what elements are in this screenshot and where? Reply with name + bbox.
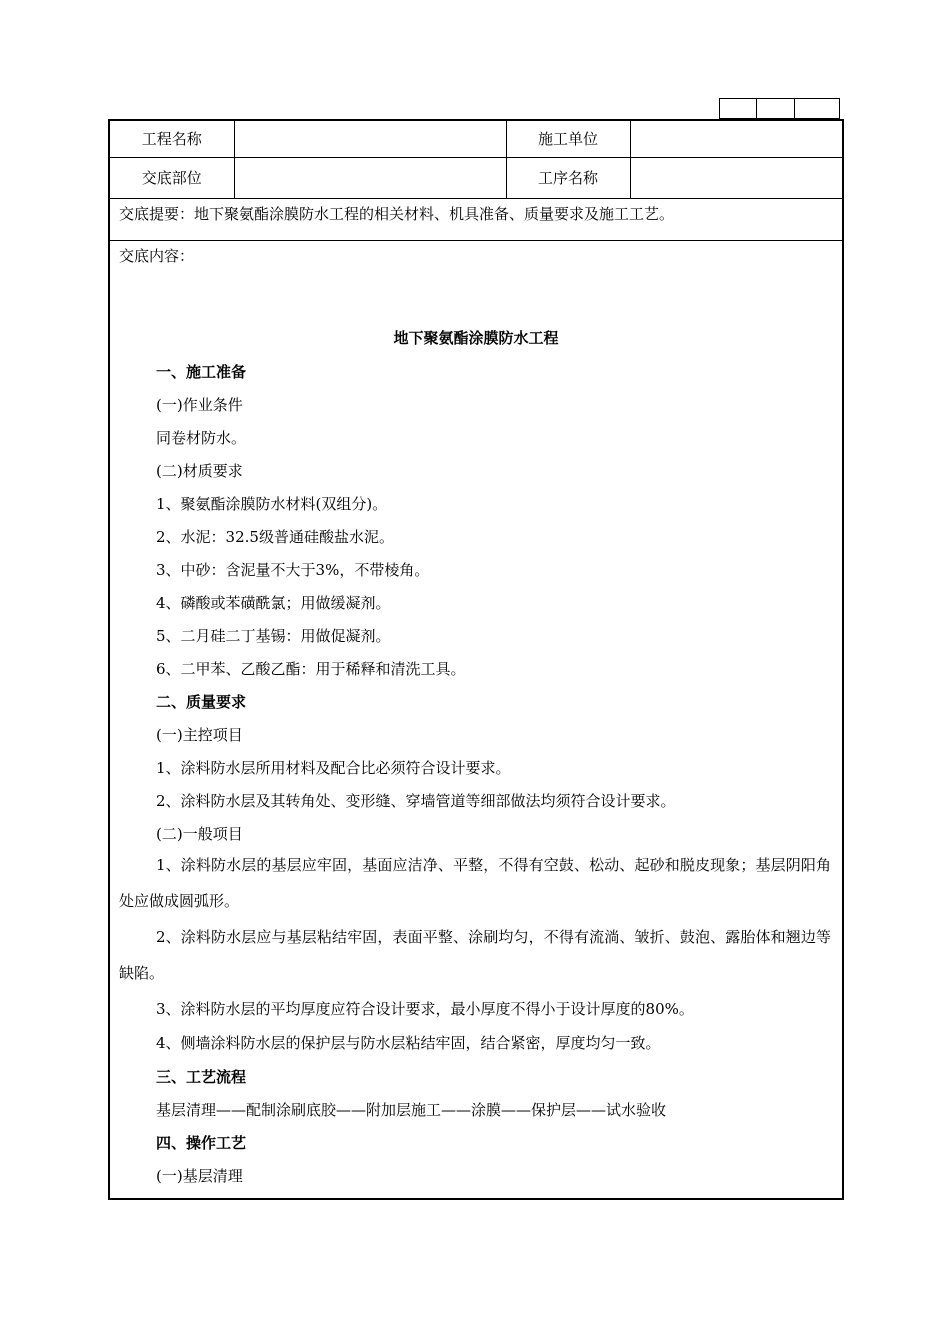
list-item: 3、中砂：含泥量不大于3%，不带棱角。 bbox=[156, 560, 430, 579]
project-name-label: 工程名称 bbox=[109, 120, 234, 157]
paragraph: 2、涂料防水层应与基层粘结牢固，表面平整、涂刷均匀，不得有流淌、皱折、鼓泡、露胎体和翘边等缺陷。 bbox=[119, 927, 831, 982]
list-item: 2、水泥：32.5级普通硅酸盐水泥。 bbox=[156, 527, 394, 546]
document-title: 地下聚氨酯涂膜防水工程 bbox=[393, 328, 559, 347]
list-item: 4、侧墙涂料防水层的保护层与防水层粘结牢固，结合紧密，厚度均匀一致。 bbox=[156, 1033, 661, 1052]
summary-text: 交底提要：地下聚氨酯涂膜防水工程的相关材料、机具准备、质量要求及施工工艺。 bbox=[119, 204, 675, 223]
content-label: 交底内容： bbox=[119, 246, 195, 265]
number-box bbox=[757, 99, 795, 119]
list-item: 5、二月硅二丁基锡：用做促凝剂。 bbox=[156, 626, 391, 645]
content-cell bbox=[109, 240, 843, 1199]
contractor-label: 施工单位 bbox=[506, 120, 630, 157]
briefing-form bbox=[108, 119, 844, 1200]
subsection-heading: (二)一般项目 bbox=[156, 824, 243, 843]
process-label: 工序名称 bbox=[506, 157, 630, 198]
list-item: 2、涂料防水层及其转角处、变形缝、穿墙管道等细部做法均须符合设计要求。 bbox=[156, 791, 676, 810]
section-heading: 三、工艺流程 bbox=[156, 1067, 247, 1086]
subsection-heading: (二)材质要求 bbox=[156, 461, 243, 480]
section-heading: 二、质量要求 bbox=[156, 692, 247, 711]
section-heading: 四、操作工艺 bbox=[156, 1133, 247, 1152]
subsection-heading: (一)基层清理 bbox=[156, 1166, 243, 1185]
contractor-field bbox=[630, 120, 843, 157]
list-item: 1、涂料防水层所用材料及配合比必须符合设计要求。 bbox=[156, 758, 511, 777]
list-item: 3、涂料防水层的平均厚度应符合设计要求，最小厚度不得小于设计厚度的80%。 bbox=[156, 999, 694, 1018]
number-box bbox=[795, 99, 840, 119]
summary-cell bbox=[109, 198, 843, 240]
project-name-field bbox=[234, 120, 506, 157]
subsection-heading: (一)主控项目 bbox=[156, 725, 243, 744]
paragraph: 同卷材防水。 bbox=[156, 428, 247, 447]
paragraph: 1、涂料防水层的基层应牢固，基面应洁净、平整，不得有空鼓、松动、起砂和脱皮现象；基层阴阳角处应做成圆弧形。 bbox=[119, 855, 831, 910]
section-heading: 一、施工准备 bbox=[156, 362, 247, 381]
list-item: 1、聚氨酯涂膜防水材料(双组分)。 bbox=[156, 494, 388, 513]
list-item: 6、二甲苯、乙酸乙酯：用于稀释和清洗工具。 bbox=[156, 659, 466, 678]
number-box bbox=[720, 99, 757, 119]
list-item: 4、磷酸或苯磺酰氯；用做缓凝剂。 bbox=[156, 593, 391, 612]
location-field bbox=[234, 157, 506, 198]
document-number-boxes bbox=[719, 98, 840, 119]
process-field bbox=[630, 157, 843, 198]
subsection-heading: (一)作业条件 bbox=[156, 395, 243, 414]
paragraph: 基层清理——配制涂刷底胶——附加层施工——涂膜——保护层——试水验收 bbox=[156, 1100, 667, 1119]
location-label: 交底部位 bbox=[109, 157, 234, 198]
